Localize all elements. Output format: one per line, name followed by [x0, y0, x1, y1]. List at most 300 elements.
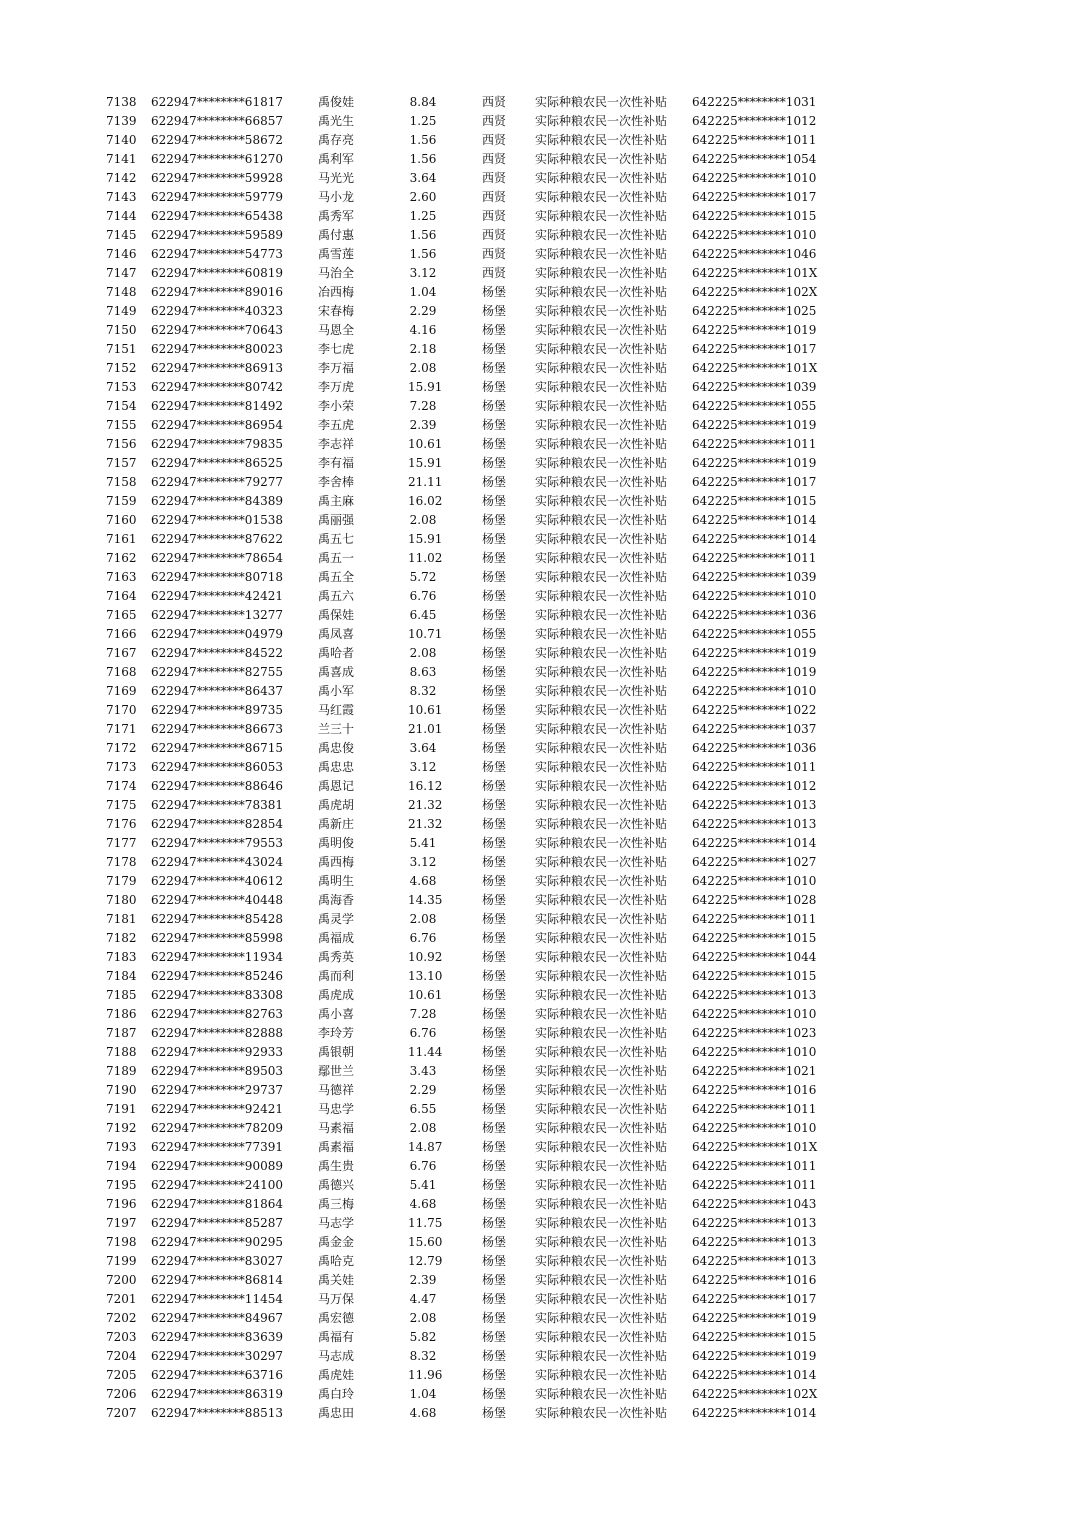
- subsidy-type: 实际种粮农民一次性补贴: [535, 1064, 668, 1078]
- table-row: [0, 891, 1074, 910]
- village-name: 西贤: [482, 152, 507, 166]
- bank-card-number: 622947********86673: [151, 722, 283, 736]
- farmer-name: 禹明俊: [318, 836, 355, 850]
- village-name: 杨堡: [482, 1197, 507, 1211]
- subsidy-amount: 4.47: [409, 1292, 437, 1306]
- farmer-name: 禹付惠: [318, 228, 355, 242]
- table-row: [0, 739, 1074, 758]
- village-name: 杨堡: [482, 304, 507, 318]
- id-number: 642225********1023: [692, 1026, 817, 1040]
- subsidy-type: 实际种粮农民一次性补贴: [535, 266, 668, 280]
- id-number: 642225********1016: [692, 1083, 817, 1097]
- subsidy-amount: 1.56: [409, 247, 437, 261]
- table-row: [0, 1062, 1074, 1081]
- row-number: 7160: [106, 513, 137, 527]
- id-number: 642225********1054: [692, 152, 817, 166]
- id-number: 642225********1011: [692, 133, 817, 147]
- village-name: 杨堡: [482, 1387, 507, 1401]
- farmer-name: 禹光生: [318, 114, 355, 128]
- village-name: 杨堡: [482, 1007, 507, 1021]
- id-number: 642225********1017: [692, 1292, 817, 1306]
- table-row: [0, 1328, 1074, 1347]
- table-row: [0, 454, 1074, 473]
- subsidy-type: 实际种粮农民一次性补贴: [535, 1083, 668, 1097]
- row-number: 7157: [106, 456, 137, 470]
- farmer-name: 禹秀英: [318, 950, 355, 964]
- village-name: 杨堡: [482, 399, 507, 413]
- subsidy-amount: 1.56: [409, 152, 437, 166]
- bank-card-number: 622947********43024: [151, 855, 283, 869]
- id-number: 642225********1019: [692, 1311, 817, 1325]
- village-name: 杨堡: [482, 646, 507, 660]
- row-number: 7196: [106, 1197, 137, 1211]
- id-number: 642225********1010: [692, 1045, 817, 1059]
- subsidy-type: 实际种粮农民一次性补贴: [535, 437, 668, 451]
- village-name: 杨堡: [482, 1406, 507, 1420]
- bank-card-number: 622947********40612: [151, 874, 283, 888]
- row-number: 7201: [106, 1292, 137, 1306]
- subsidy-amount: 3.12: [409, 760, 437, 774]
- bank-card-number: 622947********11454: [151, 1292, 283, 1306]
- farmer-name: 禹利军: [318, 152, 355, 166]
- row-number: 7189: [106, 1064, 137, 1078]
- subsidy-amount: 7.28: [409, 399, 437, 413]
- row-number: 7187: [106, 1026, 137, 1040]
- row-number: 7155: [106, 418, 137, 432]
- row-number: 7180: [106, 893, 137, 907]
- table-row: [0, 720, 1074, 739]
- table-row: [0, 1271, 1074, 1290]
- village-name: 杨堡: [482, 380, 507, 394]
- village-name: 杨堡: [482, 1083, 507, 1097]
- table-row: [0, 1043, 1074, 1062]
- bank-card-number: 622947********84967: [151, 1311, 283, 1325]
- id-number: 642225********1013: [692, 1254, 817, 1268]
- bank-card-number: 622947********85246: [151, 969, 283, 983]
- subsidy-amount: 5.41: [409, 836, 437, 850]
- id-number: 642225********1055: [692, 399, 817, 413]
- subsidy-type: 实际种粮农民一次性补贴: [535, 1330, 668, 1344]
- table-row: [0, 701, 1074, 720]
- subsidy-type: 实际种粮农民一次性补贴: [535, 209, 668, 223]
- subsidy-type: 实际种粮农民一次性补贴: [535, 1273, 668, 1287]
- village-name: 西贤: [482, 209, 507, 223]
- farmer-name: 禹五全: [318, 570, 355, 584]
- id-number: 642225********1010: [692, 589, 817, 603]
- id-number: 642225********1013: [692, 988, 817, 1002]
- bank-card-number: 622947********63716: [151, 1368, 283, 1382]
- farmer-name: 李舍棒: [318, 475, 355, 489]
- farmer-name: 李五虎: [318, 418, 355, 432]
- row-number: 7148: [106, 285, 137, 299]
- farmer-name: 李志祥: [318, 437, 355, 451]
- subsidy-type: 实际种粮农民一次性补贴: [535, 931, 668, 945]
- farmer-name: 禹存亮: [318, 133, 355, 147]
- bank-card-number: 622947********86319: [151, 1387, 283, 1401]
- row-number: 7161: [106, 532, 137, 546]
- farmer-name: 禹虎胡: [318, 798, 355, 812]
- row-number: 7206: [106, 1387, 137, 1401]
- id-number: 642225********1022: [692, 703, 817, 717]
- row-number: 7178: [106, 855, 137, 869]
- id-number: 642225********1019: [692, 1349, 817, 1363]
- subsidy-amount: 5.82: [409, 1330, 437, 1344]
- subsidy-amount: 2.29: [409, 1083, 437, 1097]
- row-number: 7177: [106, 836, 137, 850]
- row-number: 7145: [106, 228, 137, 242]
- farmer-name: 李玲芳: [318, 1026, 355, 1040]
- subsidy-amount: 6.76: [409, 931, 437, 945]
- village-name: 西贤: [482, 190, 507, 204]
- subsidy-type: 实际种粮农民一次性补贴: [535, 247, 668, 261]
- bank-card-number: 622947********78654: [151, 551, 283, 565]
- subsidy-type: 实际种粮农民一次性补贴: [535, 988, 668, 1002]
- subsidy-amount: 11.44: [408, 1045, 443, 1059]
- subsidy-amount: 4.68: [409, 874, 437, 888]
- id-number: 642225********1036: [692, 741, 817, 755]
- village-name: 杨堡: [482, 1349, 507, 1363]
- farmer-name: 禹素福: [318, 1140, 355, 1154]
- table-row: [0, 625, 1074, 644]
- subsidy-type: 实际种粮农民一次性补贴: [535, 494, 668, 508]
- row-number: 7138: [106, 95, 137, 109]
- farmer-name: 马德祥: [318, 1083, 355, 1097]
- subsidy-type: 实际种粮农民一次性补贴: [535, 627, 668, 641]
- id-number: 642225********1014: [692, 513, 817, 527]
- bank-card-number: 622947********77391: [151, 1140, 283, 1154]
- subsidy-type: 实际种粮农民一次性补贴: [535, 361, 668, 375]
- village-name: 杨堡: [482, 836, 507, 850]
- bank-card-number: 622947********24100: [151, 1178, 283, 1192]
- id-number: 642225********1011: [692, 437, 817, 451]
- table-row: [0, 1214, 1074, 1233]
- farmer-name: 李七虎: [318, 342, 355, 356]
- table-row: [0, 1195, 1074, 1214]
- id-number: 642225********1010: [692, 1007, 817, 1021]
- subsidy-amount: 10.61: [408, 437, 443, 451]
- table-row: [0, 264, 1074, 283]
- farmer-name: 李有福: [318, 456, 355, 470]
- subsidy-amount: 10.61: [408, 988, 443, 1002]
- village-name: 杨堡: [482, 513, 507, 527]
- farmer-name: 禹恩记: [318, 779, 355, 793]
- farmer-name: 禹五六: [318, 589, 355, 603]
- bank-card-number: 622947********90295: [151, 1235, 283, 1249]
- subsidy-amount: 2.08: [409, 513, 437, 527]
- village-name: 杨堡: [482, 475, 507, 489]
- row-number: 7165: [106, 608, 137, 622]
- row-number: 7147: [106, 266, 137, 280]
- bank-card-number: 622947********82888: [151, 1026, 283, 1040]
- subsidy-amount: 1.04: [409, 285, 437, 299]
- row-number: 7146: [106, 247, 137, 261]
- row-number: 7162: [106, 551, 137, 565]
- row-number: 7181: [106, 912, 137, 926]
- farmer-name: 禹喜成: [318, 665, 355, 679]
- table-row: [0, 777, 1074, 796]
- bank-card-number: 622947********82763: [151, 1007, 283, 1021]
- row-number: 7140: [106, 133, 137, 147]
- subsidy-type: 实际种粮农民一次性补贴: [535, 1159, 668, 1173]
- village-name: 杨堡: [482, 627, 507, 641]
- subsidy-amount: 21.32: [408, 798, 443, 812]
- farmer-name: 冶西梅: [318, 285, 355, 299]
- bank-card-number: 622947********88513: [151, 1406, 283, 1420]
- table-row: [0, 1100, 1074, 1119]
- subsidy-amount: 3.12: [409, 855, 437, 869]
- subsidy-type: 实际种粮农民一次性补贴: [535, 190, 668, 204]
- row-number: 7141: [106, 152, 137, 166]
- row-number: 7190: [106, 1083, 137, 1097]
- table-row: [0, 321, 1074, 340]
- id-number: 642225********1019: [692, 323, 817, 337]
- subsidy-type: 实际种粮农民一次性补贴: [535, 969, 668, 983]
- id-number: 642225********1010: [692, 874, 817, 888]
- id-number: 642225********1043: [692, 1197, 817, 1211]
- subsidy-amount: 10.71: [408, 627, 443, 641]
- table-row: [0, 1119, 1074, 1138]
- subsidy-amount: 2.08: [409, 1121, 437, 1135]
- subsidy-amount: 14.35: [408, 893, 443, 907]
- village-name: 杨堡: [482, 760, 507, 774]
- table-row: [0, 131, 1074, 150]
- row-number: 7195: [106, 1178, 137, 1192]
- row-number: 7202: [106, 1311, 137, 1325]
- row-number: 7164: [106, 589, 137, 603]
- bank-card-number: 622947********58672: [151, 133, 283, 147]
- id-number: 642225********102X: [692, 285, 818, 299]
- bank-card-number: 622947********83027: [151, 1254, 283, 1268]
- subsidy-type: 实际种粮农民一次性补贴: [535, 114, 668, 128]
- row-number: 7172: [106, 741, 137, 755]
- bank-card-number: 622947********80718: [151, 570, 283, 584]
- id-number: 642225********1015: [692, 209, 817, 223]
- village-name: 杨堡: [482, 589, 507, 603]
- id-number: 642225********1015: [692, 494, 817, 508]
- subsidy-type: 实际种粮农民一次性补贴: [535, 1311, 668, 1325]
- village-name: 西贤: [482, 171, 507, 185]
- village-name: 杨堡: [482, 1121, 507, 1135]
- subsidy-amount: 3.64: [409, 171, 437, 185]
- subsidy-type: 实际种粮农民一次性补贴: [535, 228, 668, 242]
- bank-card-number: 622947********70643: [151, 323, 283, 337]
- row-number: 7192: [106, 1121, 137, 1135]
- row-number: 7173: [106, 760, 137, 774]
- bank-card-number: 622947********01538: [151, 513, 283, 527]
- table-row: [0, 150, 1074, 169]
- subsidy-type: 实际种粮农民一次性补贴: [535, 399, 668, 413]
- farmer-name: 马志学: [318, 1216, 355, 1230]
- farmer-name: 禹五一: [318, 551, 355, 565]
- village-name: 杨堡: [482, 1178, 507, 1192]
- subsidy-type: 实际种粮农民一次性补贴: [535, 912, 668, 926]
- table-row: [0, 511, 1074, 530]
- subsidy-amount: 16.12: [408, 779, 443, 793]
- table-row: [0, 1309, 1074, 1328]
- subsidy-type: 实际种粮农民一次性补贴: [535, 703, 668, 717]
- subsidy-amount: 3.43: [409, 1064, 437, 1078]
- village-name: 杨堡: [482, 798, 507, 812]
- table-row: [0, 340, 1074, 359]
- table-row: [0, 435, 1074, 454]
- id-number: 642225********1019: [692, 418, 817, 432]
- subsidy-type: 实际种粮农民一次性补贴: [535, 1216, 668, 1230]
- subsidy-type: 实际种粮农民一次性补贴: [535, 1387, 668, 1401]
- village-name: 杨堡: [482, 893, 507, 907]
- row-number: 7156: [106, 437, 137, 451]
- table-row: [0, 1252, 1074, 1271]
- row-number: 7199: [106, 1254, 137, 1268]
- table-row: [0, 1081, 1074, 1100]
- id-number: 642225********1039: [692, 570, 817, 584]
- village-name: 杨堡: [482, 1235, 507, 1249]
- table-row: [0, 568, 1074, 587]
- subsidy-type: 实际种粮农民一次性补贴: [535, 475, 668, 489]
- farmer-name: 禹凤喜: [318, 627, 355, 641]
- village-name: 杨堡: [482, 779, 507, 793]
- subsidy-type: 实际种粮农民一次性补贴: [535, 1178, 668, 1192]
- village-name: 杨堡: [482, 1045, 507, 1059]
- subsidy-type: 实际种粮农民一次性补贴: [535, 1368, 668, 1382]
- table-row: [0, 207, 1074, 226]
- subsidy-type: 实际种粮农民一次性补贴: [535, 380, 668, 394]
- table-row: [0, 492, 1074, 511]
- bank-card-number: 622947********86814: [151, 1273, 283, 1287]
- farmer-name: 马治全: [318, 266, 355, 280]
- village-name: 杨堡: [482, 950, 507, 964]
- table-row: [0, 245, 1074, 264]
- village-name: 杨堡: [482, 437, 507, 451]
- village-name: 杨堡: [482, 1311, 507, 1325]
- row-number: 7144: [106, 209, 137, 223]
- subsidy-amount: 4.16: [409, 323, 437, 337]
- id-number: 642225********1013: [692, 1216, 817, 1230]
- bank-card-number: 622947********30297: [151, 1349, 283, 1363]
- row-number: 7168: [106, 665, 137, 679]
- row-number: 7204: [106, 1349, 137, 1363]
- farmer-name: 马小龙: [318, 190, 355, 204]
- table-row: [0, 682, 1074, 701]
- village-name: 杨堡: [482, 1102, 507, 1116]
- subsidy-amount: 1.56: [409, 228, 437, 242]
- farmer-name: 禹小军: [318, 684, 355, 698]
- table-row: [0, 302, 1074, 321]
- id-number: 642225********1017: [692, 475, 817, 489]
- bank-card-number: 622947********83308: [151, 988, 283, 1002]
- id-number: 642225********1036: [692, 608, 817, 622]
- farmer-name: 禹宏德: [318, 1311, 355, 1325]
- farmer-name: 马忠学: [318, 1102, 355, 1116]
- table-row: [0, 416, 1074, 435]
- village-name: 西贤: [482, 114, 507, 128]
- village-name: 杨堡: [482, 1254, 507, 1268]
- farmer-name: 李万虎: [318, 380, 355, 394]
- subsidy-amount: 15.91: [408, 532, 443, 546]
- subsidy-amount: 14.87: [408, 1140, 443, 1154]
- subsidy-amount: 15.91: [408, 456, 443, 470]
- village-name: 西贤: [482, 247, 507, 261]
- table-row: [0, 1385, 1074, 1404]
- farmer-name: 禹灵学: [318, 912, 355, 926]
- subsidy-type: 实际种粮农民一次性补贴: [535, 1026, 668, 1040]
- village-name: 杨堡: [482, 912, 507, 926]
- id-number: 642225********1012: [692, 114, 817, 128]
- row-number: 7191: [106, 1102, 137, 1116]
- bank-card-number: 622947********54773: [151, 247, 283, 261]
- farmer-name: 禹忠俊: [318, 741, 355, 755]
- id-number: 642225********1011: [692, 760, 817, 774]
- row-number: 7170: [106, 703, 137, 717]
- id-number: 642225********1014: [692, 532, 817, 546]
- farmer-name: 禹哈者: [318, 646, 355, 660]
- subsidy-type: 实际种粮农民一次性补贴: [535, 646, 668, 660]
- row-number: 7176: [106, 817, 137, 831]
- bank-card-number: 622947********78209: [151, 1121, 283, 1135]
- subsidy-type: 实际种粮农民一次性补贴: [535, 589, 668, 603]
- table-row: [0, 1347, 1074, 1366]
- id-number: 642225********101X: [692, 1140, 818, 1154]
- row-number: 7185: [106, 988, 137, 1002]
- subsidy-amount: 11.02: [408, 551, 443, 565]
- id-number: 642225********1013: [692, 798, 817, 812]
- id-number: 642225********1019: [692, 665, 817, 679]
- table-row: [0, 1024, 1074, 1043]
- id-number: 642225********1010: [692, 171, 817, 185]
- id-number: 642225********1027: [692, 855, 817, 869]
- row-number: 7188: [106, 1045, 137, 1059]
- bank-card-number: 622947********13277: [151, 608, 283, 622]
- farmer-name: 禹而利: [318, 969, 355, 983]
- row-number: 7197: [106, 1216, 137, 1230]
- subsidy-type: 实际种粮农民一次性补贴: [535, 608, 668, 622]
- subsidy-type: 实际种粮农民一次性补贴: [535, 760, 668, 774]
- row-number: 7142: [106, 171, 137, 185]
- subsidy-amount: 2.08: [409, 361, 437, 375]
- row-number: 7171: [106, 722, 137, 736]
- farmer-name: 鄢世兰: [318, 1064, 355, 1078]
- id-number: 642225********1011: [692, 1159, 817, 1173]
- village-name: 杨堡: [482, 323, 507, 337]
- bank-card-number: 622947********11934: [151, 950, 283, 964]
- subsidy-amount: 12.79: [408, 1254, 443, 1268]
- table-row: [0, 549, 1074, 568]
- subsidy-amount: 6.55: [409, 1102, 437, 1116]
- subsidy-amount: 1.25: [409, 209, 437, 223]
- id-number: 642225********1015: [692, 931, 817, 945]
- village-name: 杨堡: [482, 931, 507, 945]
- bank-card-number: 622947********86053: [151, 760, 283, 774]
- id-number: 642225********1010: [692, 1121, 817, 1135]
- farmer-name: 禹虎成: [318, 988, 355, 1002]
- subsidy-type: 实际种粮农民一次性补贴: [535, 1254, 668, 1268]
- farmer-name: 马万保: [318, 1292, 355, 1306]
- table-row: [0, 1404, 1074, 1423]
- table-row: [0, 815, 1074, 834]
- bank-card-number: 622947********59589: [151, 228, 283, 242]
- row-number: 7159: [106, 494, 137, 508]
- subsidy-amount: 15.91: [408, 380, 443, 394]
- bank-card-number: 622947********81864: [151, 1197, 283, 1211]
- id-number: 642225********1014: [692, 836, 817, 850]
- table-row: [0, 796, 1074, 815]
- id-number: 642225********1055: [692, 627, 817, 641]
- id-number: 642225********1025: [692, 304, 817, 318]
- bank-card-number: 622947********89503: [151, 1064, 283, 1078]
- bank-card-number: 622947********66857: [151, 114, 283, 128]
- bank-card-number: 622947********59928: [151, 171, 283, 185]
- subsidy-type: 实际种粮农民一次性补贴: [535, 285, 668, 299]
- subsidy-type: 实际种粮农民一次性补贴: [535, 418, 668, 432]
